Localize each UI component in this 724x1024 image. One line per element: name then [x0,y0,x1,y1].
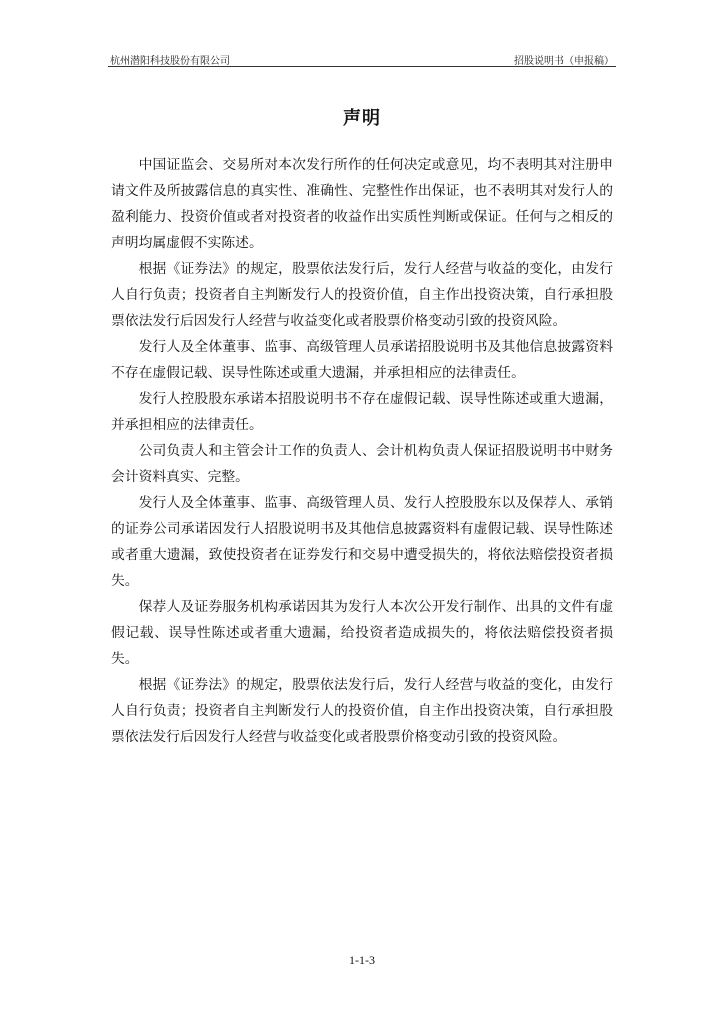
header-divider [108,66,616,67]
paragraph: 发行人及全体董事、监事、高级管理人员承诺招股说明书及其他信息披露资料不存在虚假记载、误导性陈述或重大遗漏，并承担相应的法律责任。 [111,339,613,381]
paragraph: 保荐人及证券服务机构承诺因其为发行人本次公开发行制作、出具的文件有虚假记载、误导性陈述或者重大遗漏，给投资者造成损失的，将依法赔偿投资者损失。 [111,599,613,667]
paragraph: 发行人控股股东承诺本招股说明书不存在虚假记载、误导性陈述或重大遗漏，并承担相应的法律责任。 [111,391,613,433]
page-header [110,52,614,66]
paragraph: 根据《证券法》的规定，股票依法发行后，发行人经营与收益的变化，由发行人自行负责；投资者自主判断发行人的投资价值，自主作出投资决策，自行承担股票依法发行后因发行人经营与收益变化或者股票价格变动引致的投资风险。 [111,261,613,329]
paragraph: 公司负责人和主管会计工作的负责人、会计机构负责人保证招股说明书中财务会计资料真实、完整。 [111,443,613,485]
statement-body [111,152,613,750]
header-company-name: 杭州潜阳科技股份有限公司 [110,56,230,67]
paragraph: 发行人及全体董事、监事、高级管理人员、发行人控股股东以及保荐人、承销的证券公司承诺因发行人招股说明书及其他信息披露资料有虚假记载、误导性陈述或者重大遗漏，致使投资者在证券发行和交易中遭受损失的，将依法赔偿投资者损失。 [111,495,613,589]
paragraph: 中国证监会、交易所对本次发行所作的任何决定或意见，均不表明其对注册申请文件及所披露信息的真实性、准确性、完整性作出保证，也不表明其对发行人的盈利能力、投资价值或者对投资者的收益作出实质性判断或保证。任何与之相反的声明均属虚假不实陈述。 [111,157,613,251]
page-title: 声明 [343,108,381,129]
header-document-type: 招股说明书（申报稿） [514,56,614,67]
paragraph: 根据《证券法》的规定，股票依法发行后，发行人经营与收益的变化，由发行人自行负责；投资者自主判断发行人的投资价值，自主作出投资决策，自行承担股票依法发行后因发行人经营与收益变化或者股票价格变动引致的投资风险。 [111,677,613,745]
page-number: 1-1-3 [349,953,375,967]
